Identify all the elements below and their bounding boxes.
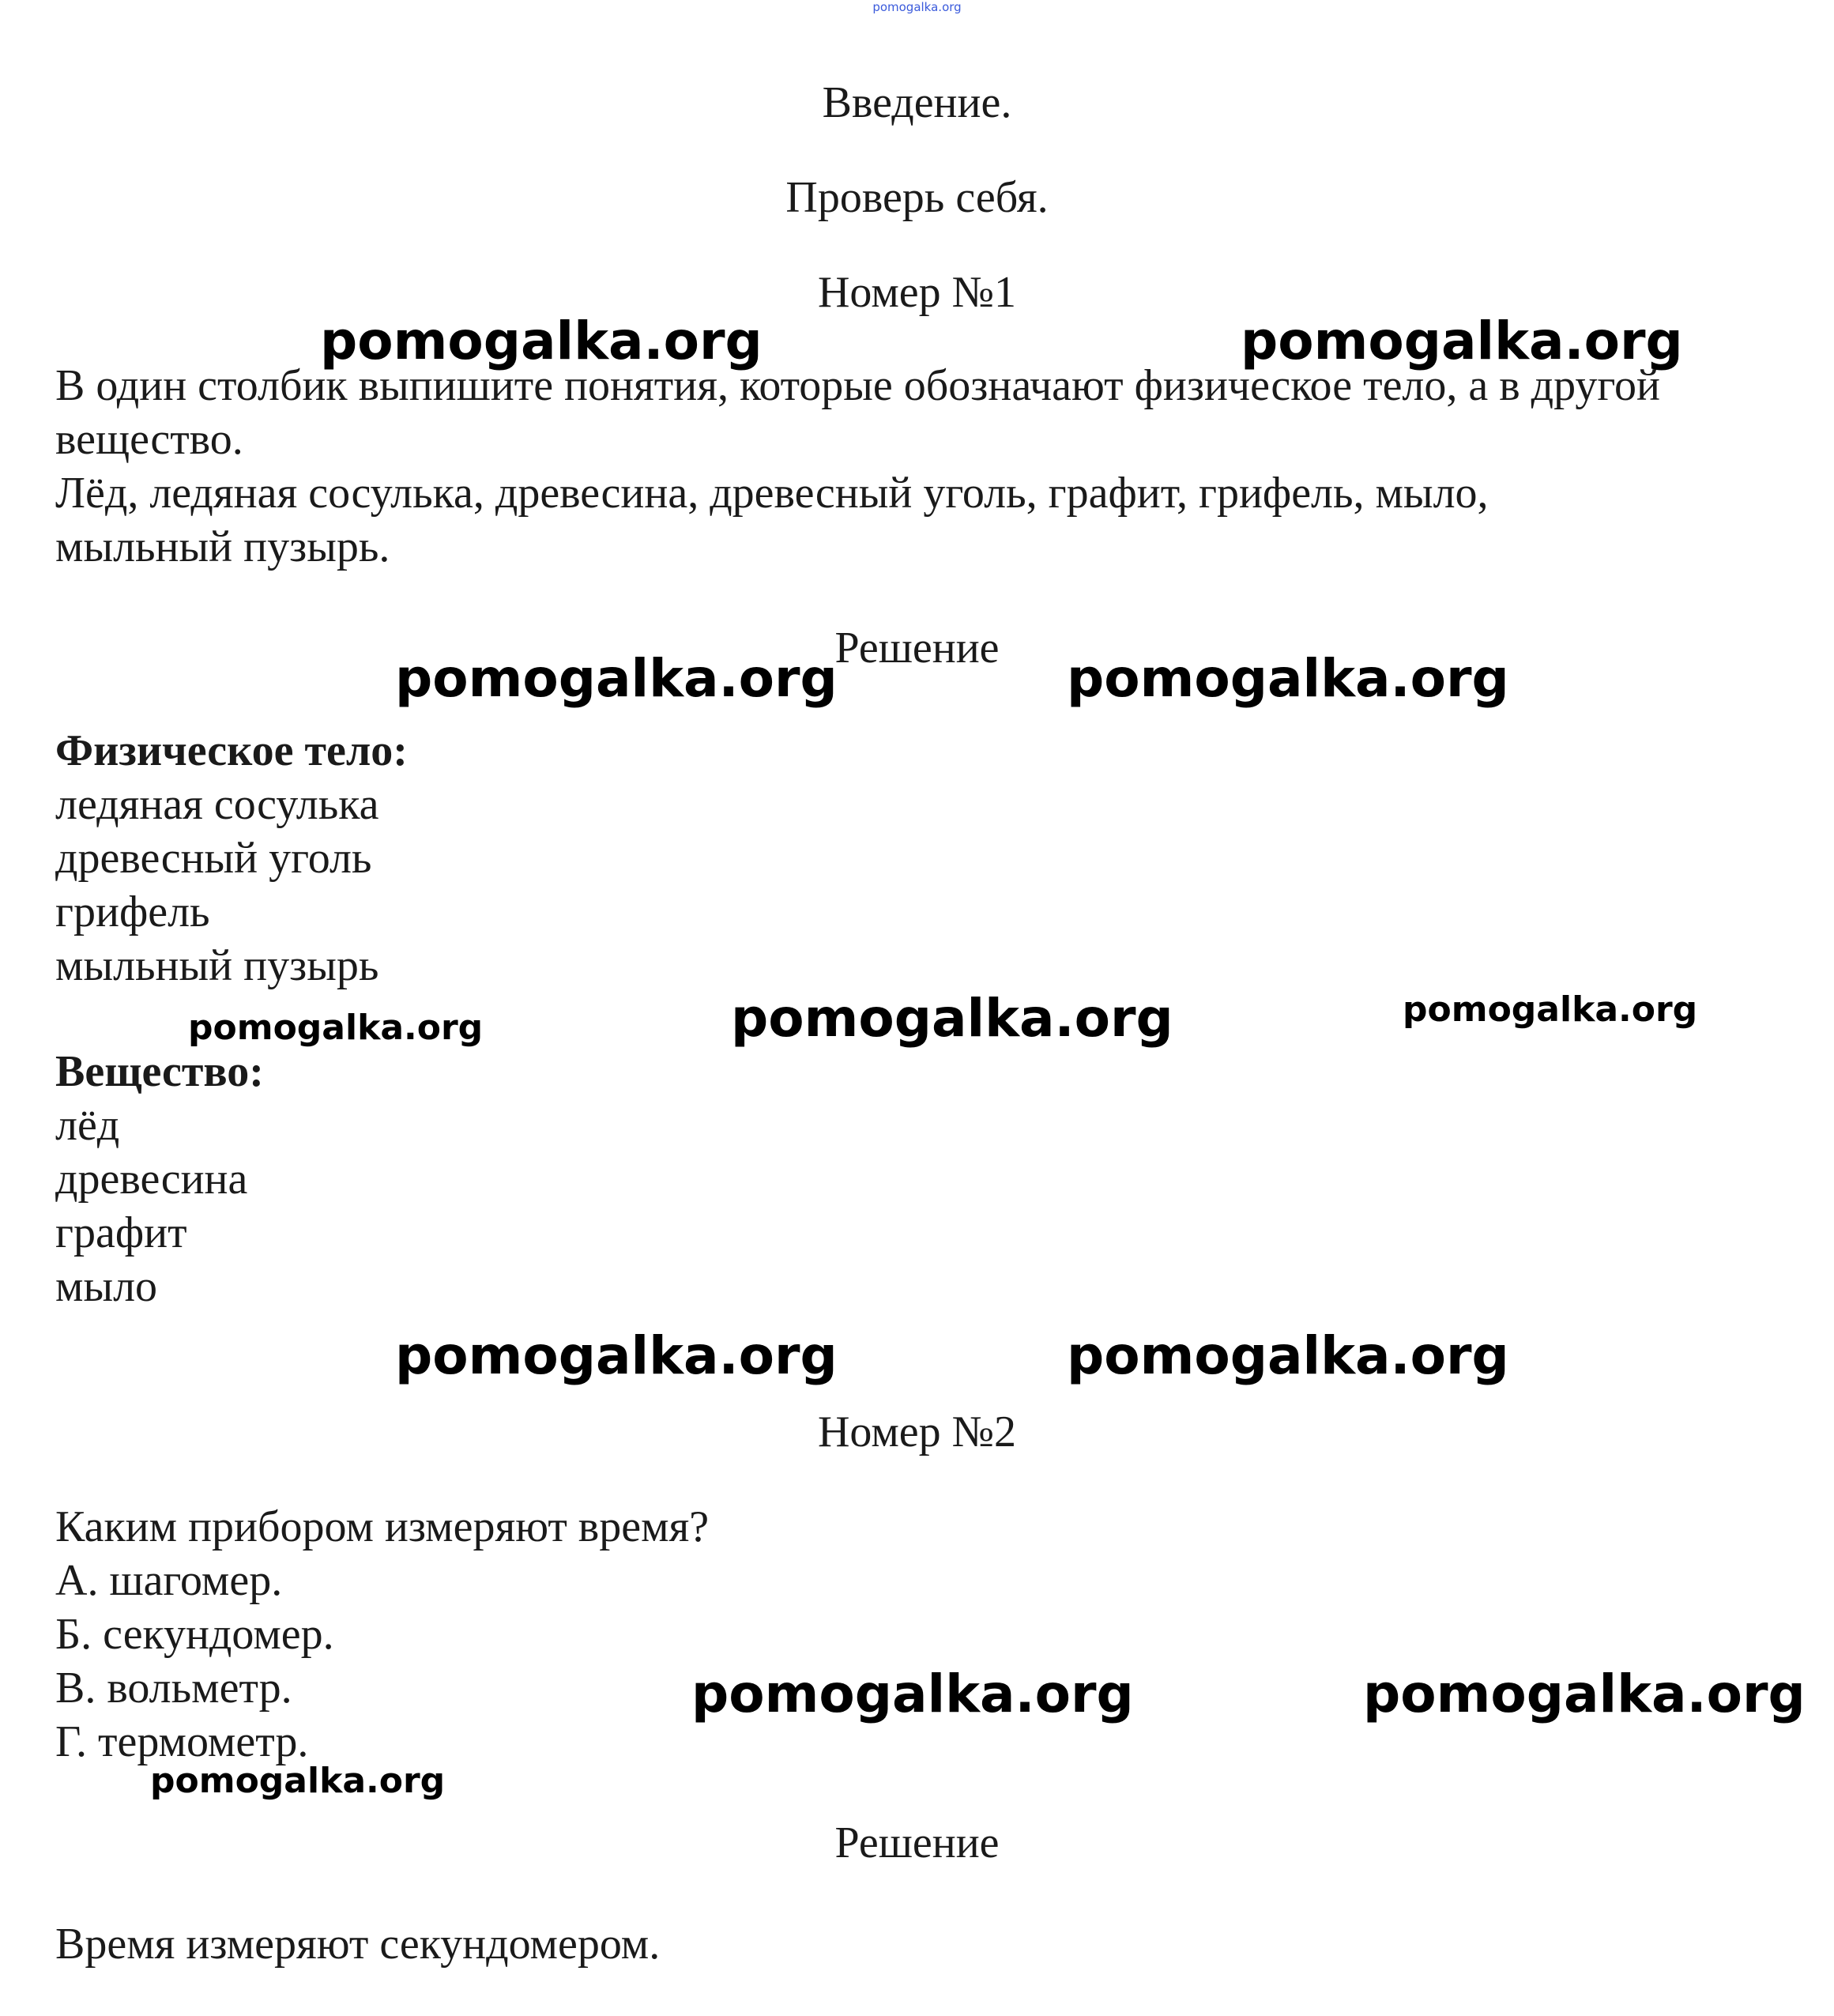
watermark: pomogalka.org: [188, 1008, 484, 1048]
body-item: древесный уголь: [55, 834, 372, 883]
watermark: pomogalka.org: [1067, 1325, 1509, 1386]
task2-option: Б. секундомер.: [55, 1610, 334, 1659]
watermark: pomogalka.org: [1241, 311, 1683, 371]
task1-question-line: Лёд, ледяная сосулька, древесина, древесный уголь, графит, грифель, мыло,: [55, 469, 1489, 518]
section-title: Введение.: [822, 78, 1012, 127]
task1-number: Номер №1: [817, 268, 1017, 317]
watermark: pomogalka.org: [1067, 648, 1509, 709]
task2-solution-label: Решение: [834, 1818, 1000, 1867]
substance-item: графит: [55, 1208, 187, 1257]
task2-answer: Время измеряют секундомером.: [55, 1920, 661, 1969]
body-item: грифель: [55, 887, 210, 936]
watermark: pomogalka.org: [320, 311, 763, 371]
task2-option: В. вольметр.: [55, 1664, 292, 1713]
watermark: pomogalka.org: [150, 1761, 446, 1801]
watermark: pomogalka.org: [1363, 1664, 1806, 1724]
body-item: ледяная сосулька: [55, 780, 379, 829]
watermark: pomogalka.org: [395, 648, 838, 709]
task1-question-line: В один столбик выпишите понятия, которые обозначают физическое тело, а в другой: [55, 361, 1660, 410]
substance-item: мыло: [55, 1262, 158, 1311]
task1-question-line: вещество.: [55, 415, 243, 464]
subtitle: Проверь себя.: [785, 173, 1049, 222]
watermark: pomogalka.org: [1403, 989, 1698, 1030]
site-link[interactable]: pomogalka.org: [872, 0, 962, 14]
substance-item: лёд: [55, 1101, 120, 1150]
task2-question: Каким прибором измеряют время?: [55, 1502, 710, 1551]
task2-option: А. шагомер.: [55, 1556, 283, 1605]
task2-option: Г. термометр.: [55, 1717, 309, 1766]
task2-number: Номер №2: [817, 1407, 1017, 1456]
task1-solution-label: Решение: [834, 624, 1000, 673]
watermark: pomogalka.org: [691, 1664, 1134, 1724]
watermark: pomogalka.org: [731, 988, 1173, 1049]
substance-item: древесина: [55, 1155, 248, 1204]
substance-heading: Вещество:: [55, 1047, 264, 1096]
body-heading: Физическое тело:: [55, 726, 408, 775]
body-item: мыльный пузырь: [55, 941, 379, 990]
task1-question-line: мыльный пузырь.: [55, 522, 390, 571]
watermark: pomogalka.org: [395, 1325, 838, 1386]
